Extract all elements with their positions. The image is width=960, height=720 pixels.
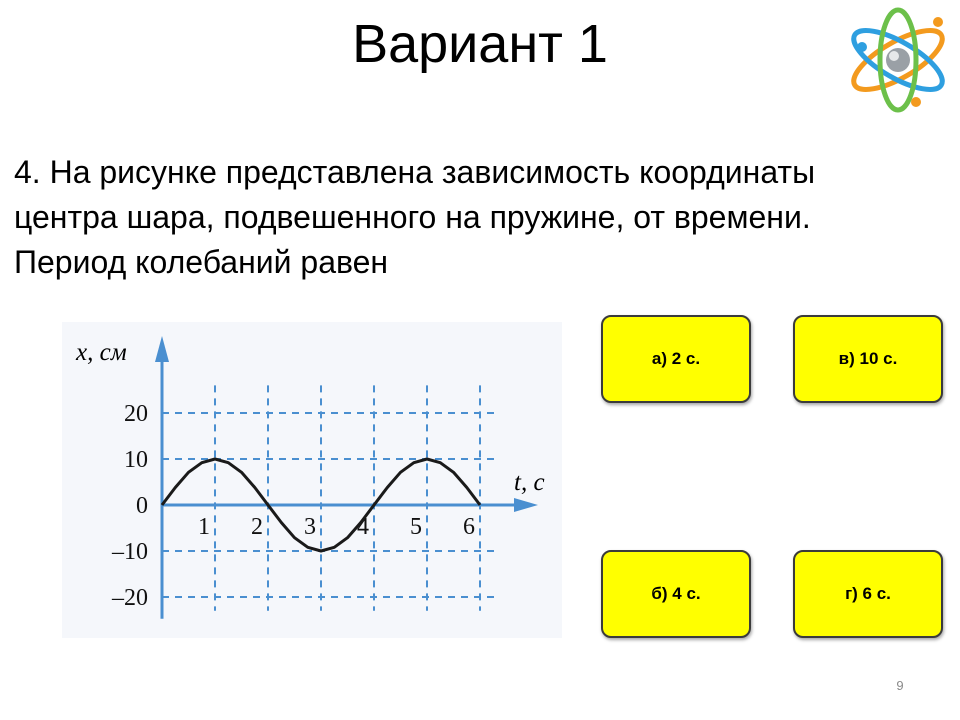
y-tick-label: 10 — [124, 447, 148, 473]
y-tick-label: –20 — [112, 585, 148, 611]
chart-grid — [162, 385, 496, 610]
x-axis-label: t, с — [514, 469, 545, 496]
y-axis-arrow — [155, 336, 169, 362]
slide-title: Вариант 1 — [352, 14, 608, 74]
answer-v-label: в) 10 с. — [838, 349, 898, 368]
x-tick-label: 1 — [198, 514, 210, 540]
oscillation-chart — [62, 322, 562, 638]
x-tick-label: 5 — [410, 514, 422, 540]
x-axis-arrow — [514, 498, 538, 512]
question-text: 4. На рисунке представлена зависимость координаты центра шара, подвешенного на пружине, от времени. Период колебаний равен — [14, 154, 816, 280]
answer-a-label: а) 2 с. — [651, 349, 701, 368]
y-tick-label: 20 — [124, 401, 148, 427]
x-tick-label: 2 — [251, 514, 263, 540]
slide-number: 9 — [896, 678, 904, 693]
y-axis-label: x, см — [76, 339, 127, 366]
answer-g-label: г) 6 с. — [845, 584, 891, 603]
atom-icon — [840, 2, 956, 114]
answer-b-button[interactable] — [601, 550, 751, 638]
answer-g-button[interactable] — [793, 550, 943, 638]
y-tick-label: –10 — [112, 539, 148, 565]
x-tick-label: 4 — [357, 514, 369, 540]
answer-b-label: б) 4 с. — [651, 584, 701, 603]
x-tick-label: 6 — [463, 514, 475, 540]
x-tick-label: 3 — [304, 514, 316, 540]
y-tick-label: 0 — [136, 493, 148, 519]
answer-a-button[interactable] — [601, 315, 751, 403]
answer-v-button[interactable] — [793, 315, 943, 403]
